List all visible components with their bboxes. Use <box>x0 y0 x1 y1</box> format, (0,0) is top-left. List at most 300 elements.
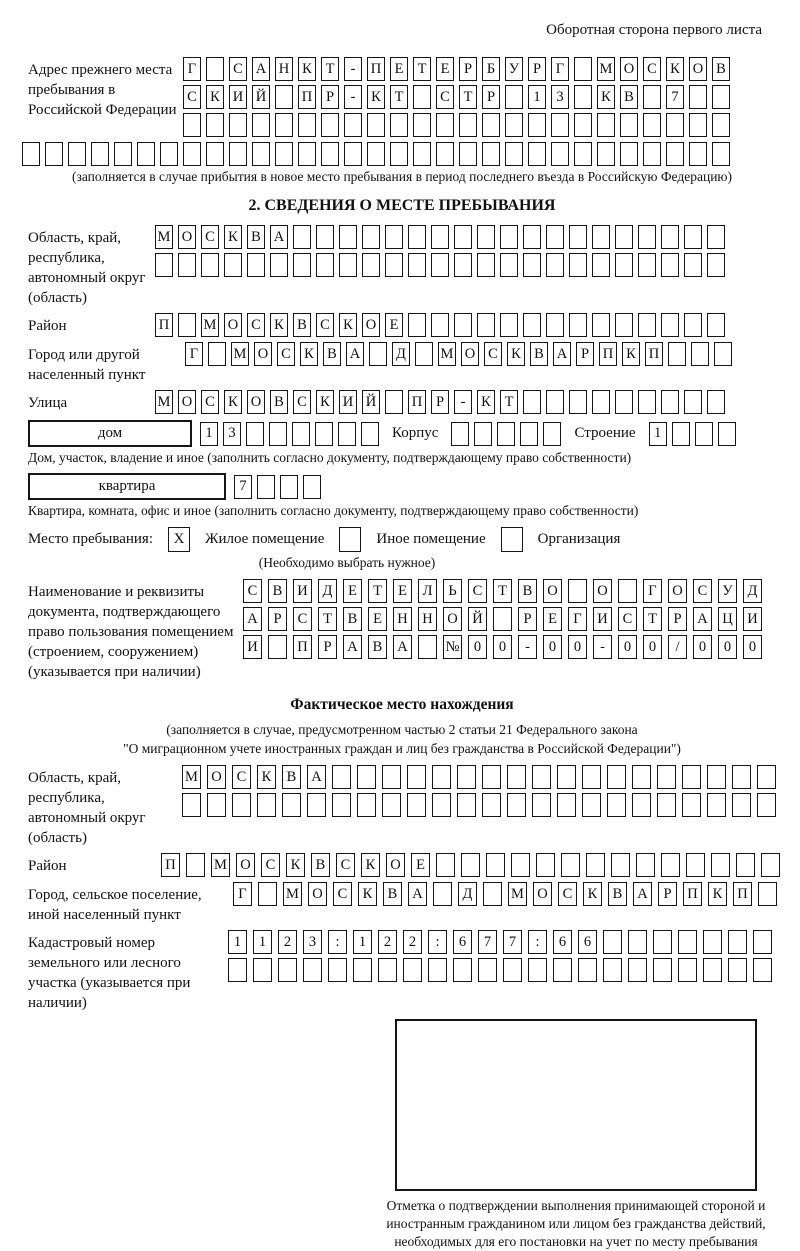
char-box[interactable] <box>672 422 690 446</box>
char-box[interactable] <box>275 85 293 109</box>
char-box[interactable] <box>707 253 725 277</box>
char-box[interactable]: В <box>518 579 537 603</box>
char-box[interactable]: 0 <box>493 635 512 659</box>
char-box[interactable] <box>482 113 500 137</box>
char-box[interactable]: М <box>211 853 230 877</box>
char-box[interactable] <box>252 142 270 166</box>
char-box[interactable] <box>268 635 287 659</box>
char-box[interactable]: С <box>293 607 312 631</box>
char-box[interactable]: 3 <box>551 85 569 109</box>
char-box[interactable] <box>578 958 597 982</box>
char-box[interactable]: Т <box>459 85 477 109</box>
char-box[interactable]: С <box>468 579 487 603</box>
char-box[interactable] <box>201 253 219 277</box>
char-box[interactable] <box>431 313 449 337</box>
char-box[interactable]: С <box>436 85 454 109</box>
char-box[interactable] <box>298 142 316 166</box>
char-box[interactable]: Н <box>393 607 412 631</box>
char-box[interactable] <box>182 793 201 817</box>
char-box[interactable] <box>628 958 647 982</box>
char-box[interactable] <box>661 313 679 337</box>
char-box[interactable]: С <box>618 607 637 631</box>
char-box[interactable]: Е <box>368 607 387 631</box>
char-box[interactable] <box>638 313 656 337</box>
char-box[interactable] <box>668 342 686 366</box>
char-box[interactable] <box>246 422 264 446</box>
char-box[interactable]: К <box>666 57 684 81</box>
char-box[interactable] <box>303 958 322 982</box>
char-box[interactable] <box>574 142 592 166</box>
char-box[interactable] <box>500 313 518 337</box>
char-box[interactable] <box>390 113 408 137</box>
char-box[interactable] <box>561 853 580 877</box>
char-box[interactable] <box>592 253 610 277</box>
char-box[interactable] <box>382 793 401 817</box>
char-box[interactable] <box>338 422 356 446</box>
char-box[interactable]: В <box>343 607 362 631</box>
char-box[interactable]: О <box>386 853 405 877</box>
char-box[interactable] <box>607 793 626 817</box>
char-box[interactable] <box>183 142 201 166</box>
char-box[interactable] <box>557 765 576 789</box>
char-box[interactable] <box>228 958 247 982</box>
char-box[interactable]: М <box>201 313 219 337</box>
char-box[interactable] <box>316 225 334 249</box>
char-box[interactable] <box>457 793 476 817</box>
char-box[interactable] <box>553 958 572 982</box>
char-box[interactable]: О <box>593 579 612 603</box>
char-box[interactable] <box>278 958 297 982</box>
char-box[interactable]: 7 <box>234 475 252 499</box>
char-box[interactable]: У <box>505 57 523 81</box>
char-box[interactable]: : <box>528 930 547 954</box>
char-box[interactable]: О <box>461 342 479 366</box>
char-box[interactable] <box>684 225 702 249</box>
char-box[interactable] <box>303 475 321 499</box>
char-box[interactable] <box>638 253 656 277</box>
char-box[interactable]: С <box>201 390 219 414</box>
char-box[interactable] <box>208 342 226 366</box>
char-box[interactable]: Г <box>233 882 252 906</box>
char-box[interactable] <box>432 765 451 789</box>
char-box[interactable]: - <box>454 390 472 414</box>
char-box[interactable] <box>316 253 334 277</box>
char-box[interactable] <box>661 253 679 277</box>
char-box[interactable]: К <box>286 853 305 877</box>
char-box[interactable]: И <box>243 635 262 659</box>
char-box[interactable]: А <box>307 765 326 789</box>
char-box[interactable] <box>757 765 776 789</box>
char-box[interactable] <box>407 765 426 789</box>
char-box[interactable] <box>253 958 272 982</box>
char-box[interactable]: О <box>308 882 327 906</box>
char-box[interactable] <box>486 853 505 877</box>
char-box[interactable] <box>482 793 501 817</box>
char-box[interactable]: Р <box>518 607 537 631</box>
char-box[interactable]: С <box>232 765 251 789</box>
char-box[interactable] <box>339 253 357 277</box>
char-box[interactable]: Р <box>321 85 339 109</box>
char-box[interactable] <box>477 313 495 337</box>
char-box[interactable]: О <box>178 390 196 414</box>
char-box[interactable]: У <box>718 579 737 603</box>
char-box[interactable] <box>597 142 615 166</box>
char-box[interactable]: П <box>367 57 385 81</box>
char-box[interactable]: П <box>161 853 180 877</box>
char-box[interactable]: К <box>316 390 334 414</box>
char-box[interactable]: С <box>247 313 265 337</box>
char-box[interactable]: 3 <box>303 930 322 954</box>
char-box[interactable]: Т <box>413 57 431 81</box>
char-box[interactable] <box>689 142 707 166</box>
char-box[interactable]: К <box>298 57 316 81</box>
char-box[interactable]: Н <box>275 57 293 81</box>
char-box[interactable] <box>689 113 707 137</box>
char-box[interactable]: К <box>270 313 288 337</box>
char-box[interactable] <box>615 225 633 249</box>
char-box[interactable]: К <box>206 85 224 109</box>
char-box[interactable]: К <box>224 390 242 414</box>
char-box[interactable]: Т <box>318 607 337 631</box>
char-box[interactable]: О <box>533 882 552 906</box>
char-box[interactable] <box>477 225 495 249</box>
char-box[interactable] <box>408 313 426 337</box>
char-box[interactable]: 2 <box>378 930 397 954</box>
char-box[interactable] <box>362 253 380 277</box>
char-box[interactable] <box>385 390 403 414</box>
char-box[interactable]: Й <box>252 85 270 109</box>
char-box[interactable]: Т <box>368 579 387 603</box>
char-box[interactable] <box>344 113 362 137</box>
char-box[interactable]: О <box>443 607 462 631</box>
char-box[interactable] <box>229 113 247 137</box>
char-box[interactable]: С <box>558 882 577 906</box>
char-box[interactable] <box>280 475 298 499</box>
char-box[interactable]: 0 <box>568 635 587 659</box>
char-box[interactable] <box>332 793 351 817</box>
char-box[interactable]: Г <box>568 607 587 631</box>
char-box[interactable] <box>436 853 455 877</box>
char-box[interactable]: В <box>270 390 288 414</box>
char-box[interactable] <box>682 793 701 817</box>
char-box[interactable]: П <box>155 313 173 337</box>
char-box[interactable] <box>732 793 751 817</box>
char-box[interactable] <box>603 958 622 982</box>
char-box[interactable]: О <box>362 313 380 337</box>
char-box[interactable] <box>413 113 431 137</box>
char-box[interactable] <box>206 113 224 137</box>
char-box[interactable]: 0 <box>743 635 762 659</box>
char-box[interactable] <box>586 853 605 877</box>
char-box[interactable] <box>505 85 523 109</box>
char-box[interactable]: 0 <box>543 635 562 659</box>
char-box[interactable]: Р <box>576 342 594 366</box>
char-box[interactable] <box>505 113 523 137</box>
char-box[interactable] <box>367 113 385 137</box>
char-box[interactable]: О <box>668 579 687 603</box>
char-box[interactable] <box>543 422 561 446</box>
char-box[interactable] <box>155 253 173 277</box>
char-box[interactable] <box>428 958 447 982</box>
char-box[interactable] <box>315 422 333 446</box>
char-box[interactable] <box>597 113 615 137</box>
char-box[interactable]: 1 <box>228 930 247 954</box>
char-box[interactable] <box>532 765 551 789</box>
char-box[interactable]: Р <box>658 882 677 906</box>
char-box[interactable] <box>620 142 638 166</box>
zhiloe-checkbox[interactable]: X <box>168 527 190 552</box>
char-box[interactable] <box>569 225 587 249</box>
char-box[interactable]: В <box>311 853 330 877</box>
char-box[interactable]: Т <box>643 607 662 631</box>
char-box[interactable] <box>408 253 426 277</box>
char-box[interactable] <box>91 142 109 166</box>
char-box[interactable] <box>275 113 293 137</box>
char-box[interactable]: А <box>393 635 412 659</box>
char-box[interactable] <box>546 225 564 249</box>
char-box[interactable]: Д <box>458 882 477 906</box>
char-box[interactable] <box>454 313 472 337</box>
char-box[interactable] <box>507 793 526 817</box>
char-box[interactable] <box>657 765 676 789</box>
char-box[interactable] <box>707 390 725 414</box>
kvartira-type-box[interactable]: квартира <box>28 473 226 500</box>
char-box[interactable] <box>546 390 564 414</box>
char-box[interactable] <box>482 142 500 166</box>
char-box[interactable]: С <box>243 579 262 603</box>
char-box[interactable] <box>22 142 40 166</box>
char-box[interactable] <box>378 958 397 982</box>
char-box[interactable]: П <box>599 342 617 366</box>
char-box[interactable]: С <box>293 390 311 414</box>
char-box[interactable] <box>661 390 679 414</box>
char-box[interactable]: И <box>743 607 762 631</box>
char-box[interactable] <box>711 853 730 877</box>
char-box[interactable]: Ц <box>718 607 737 631</box>
char-box[interactable] <box>207 793 226 817</box>
char-box[interactable] <box>307 793 326 817</box>
char-box[interactable] <box>546 313 564 337</box>
char-box[interactable]: Ь <box>443 579 462 603</box>
inoe-checkbox[interactable] <box>339 527 361 552</box>
char-box[interactable] <box>415 342 433 366</box>
dom-type-box[interactable]: дом <box>28 420 192 447</box>
char-box[interactable] <box>408 225 426 249</box>
char-box[interactable]: С <box>183 85 201 109</box>
char-box[interactable] <box>632 765 651 789</box>
char-box[interactable] <box>332 765 351 789</box>
char-box[interactable] <box>684 390 702 414</box>
char-box[interactable] <box>257 793 276 817</box>
char-box[interactable] <box>678 930 697 954</box>
char-box[interactable]: М <box>155 390 173 414</box>
char-box[interactable]: Т <box>500 390 518 414</box>
char-box[interactable] <box>252 113 270 137</box>
char-box[interactable]: Т <box>493 579 512 603</box>
char-box[interactable] <box>137 142 155 166</box>
char-box[interactable]: О <box>620 57 638 81</box>
char-box[interactable]: С <box>277 342 295 366</box>
stamp-box[interactable] <box>395 1019 757 1191</box>
char-box[interactable]: В <box>383 882 402 906</box>
char-box[interactable]: С <box>316 313 334 337</box>
char-box[interactable]: К <box>507 342 525 366</box>
char-box[interactable] <box>178 253 196 277</box>
char-box[interactable]: А <box>346 342 364 366</box>
char-box[interactable] <box>603 930 622 954</box>
char-box[interactable] <box>257 475 275 499</box>
char-box[interactable] <box>431 253 449 277</box>
char-box[interactable]: Г <box>185 342 203 366</box>
char-box[interactable]: 7 <box>666 85 684 109</box>
char-box[interactable]: Л <box>418 579 437 603</box>
char-box[interactable]: И <box>293 579 312 603</box>
char-box[interactable]: 0 <box>693 635 712 659</box>
char-box[interactable]: А <box>693 607 712 631</box>
char-box[interactable] <box>183 113 201 137</box>
char-box[interactable] <box>582 765 601 789</box>
char-box[interactable] <box>298 113 316 137</box>
char-box[interactable] <box>385 253 403 277</box>
char-box[interactable] <box>712 85 730 109</box>
char-box[interactable] <box>653 930 672 954</box>
char-box[interactable] <box>258 882 277 906</box>
char-box[interactable] <box>638 390 656 414</box>
char-box[interactable] <box>707 793 726 817</box>
char-box[interactable] <box>532 793 551 817</box>
char-box[interactable] <box>407 793 426 817</box>
char-box[interactable] <box>459 113 477 137</box>
char-box[interactable] <box>703 930 722 954</box>
char-box[interactable] <box>638 225 656 249</box>
char-box[interactable]: 0 <box>718 635 737 659</box>
char-box[interactable] <box>114 142 132 166</box>
char-box[interactable]: С <box>643 57 661 81</box>
char-box[interactable] <box>712 142 730 166</box>
char-box[interactable] <box>592 225 610 249</box>
char-box[interactable] <box>569 390 587 414</box>
char-box[interactable]: Р <box>431 390 449 414</box>
char-box[interactable] <box>292 422 310 446</box>
char-box[interactable]: - <box>518 635 537 659</box>
char-box[interactable] <box>707 765 726 789</box>
char-box[interactable]: О <box>543 579 562 603</box>
char-box[interactable] <box>206 57 224 81</box>
char-box[interactable] <box>574 85 592 109</box>
char-box[interactable] <box>505 142 523 166</box>
char-box[interactable] <box>528 142 546 166</box>
char-box[interactable] <box>678 958 697 982</box>
char-box[interactable] <box>528 113 546 137</box>
char-box[interactable] <box>431 225 449 249</box>
char-box[interactable]: А <box>633 882 652 906</box>
char-box[interactable] <box>247 253 265 277</box>
char-box[interactable]: А <box>252 57 270 81</box>
char-box[interactable] <box>714 342 732 366</box>
char-box[interactable] <box>385 225 403 249</box>
char-box[interactable] <box>684 253 702 277</box>
char-box[interactable] <box>618 579 637 603</box>
char-box[interactable] <box>611 853 630 877</box>
char-box[interactable] <box>344 142 362 166</box>
char-box[interactable]: М <box>283 882 302 906</box>
char-box[interactable]: В <box>282 765 301 789</box>
char-box[interactable] <box>620 113 638 137</box>
char-box[interactable] <box>361 422 379 446</box>
char-box[interactable]: : <box>428 930 447 954</box>
char-box[interactable] <box>413 142 431 166</box>
char-box[interactable]: Р <box>268 607 287 631</box>
char-box[interactable]: К <box>583 882 602 906</box>
char-box[interactable]: В <box>608 882 627 906</box>
char-box[interactable]: К <box>597 85 615 109</box>
char-box[interactable]: 2 <box>403 930 422 954</box>
char-box[interactable] <box>689 85 707 109</box>
char-box[interactable]: - <box>593 635 612 659</box>
char-box[interactable]: В <box>247 225 265 249</box>
char-box[interactable] <box>232 793 251 817</box>
char-box[interactable]: Е <box>393 579 412 603</box>
char-box[interactable]: Р <box>482 85 500 109</box>
char-box[interactable]: М <box>155 225 173 249</box>
char-box[interactable]: М <box>231 342 249 366</box>
char-box[interactable]: Т <box>390 85 408 109</box>
char-box[interactable] <box>353 958 372 982</box>
char-box[interactable]: Н <box>418 607 437 631</box>
char-box[interactable]: М <box>182 765 201 789</box>
char-box[interactable] <box>528 958 547 982</box>
char-box[interactable] <box>753 958 772 982</box>
char-box[interactable]: В <box>620 85 638 109</box>
char-box[interactable] <box>275 142 293 166</box>
char-box[interactable] <box>507 765 526 789</box>
char-box[interactable]: И <box>229 85 247 109</box>
char-box[interactable] <box>643 85 661 109</box>
char-box[interactable] <box>643 113 661 137</box>
char-box[interactable]: Е <box>543 607 562 631</box>
char-box[interactable]: О <box>247 390 265 414</box>
char-box[interactable]: Е <box>390 57 408 81</box>
char-box[interactable]: - <box>344 57 362 81</box>
char-box[interactable] <box>362 225 380 249</box>
char-box[interactable]: Е <box>436 57 454 81</box>
char-box[interactable] <box>432 793 451 817</box>
char-box[interactable]: К <box>300 342 318 366</box>
char-box[interactable] <box>500 253 518 277</box>
char-box[interactable] <box>503 958 522 982</box>
char-box[interactable] <box>632 793 651 817</box>
char-box[interactable]: : <box>328 930 347 954</box>
char-box[interactable]: А <box>343 635 362 659</box>
char-box[interactable]: О <box>254 342 272 366</box>
char-box[interactable] <box>712 113 730 137</box>
char-box[interactable]: 7 <box>503 930 522 954</box>
char-box[interactable] <box>457 765 476 789</box>
char-box[interactable]: С <box>201 225 219 249</box>
char-box[interactable]: 0 <box>468 635 487 659</box>
char-box[interactable] <box>546 253 564 277</box>
char-box[interactable] <box>551 113 569 137</box>
char-box[interactable]: Р <box>528 57 546 81</box>
char-box[interactable] <box>413 85 431 109</box>
char-box[interactable] <box>224 253 242 277</box>
char-box[interactable]: В <box>530 342 548 366</box>
char-box[interactable] <box>477 253 495 277</box>
char-box[interactable]: Д <box>318 579 337 603</box>
char-box[interactable] <box>206 142 224 166</box>
char-box[interactable]: К <box>361 853 380 877</box>
char-box[interactable]: 3 <box>223 422 241 446</box>
